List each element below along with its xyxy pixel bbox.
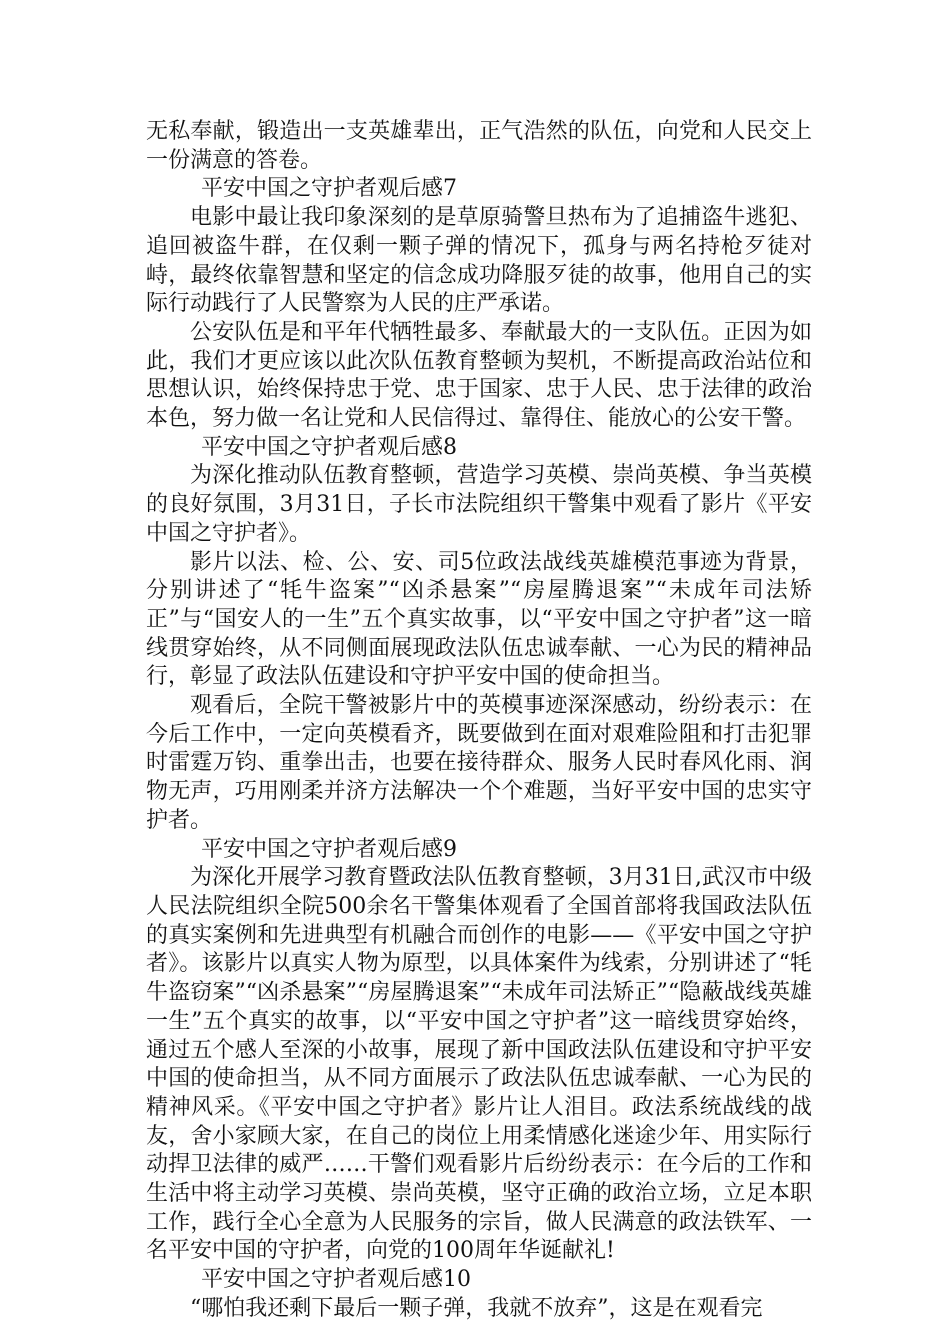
- paragraph: 公安队伍是和平年代牺牲最多、奉献最大的一支队伍。正因为如此，我们才更应该以此次队伍教育整顿为契机，不断提高政治站位和思想认识，始终保持忠于党、忠于国家、忠于人民、忠于法律的政治本色，努力做一名让党和人民信得过、靠得住、能放心的公安干警。: [146, 319, 812, 432]
- section-heading-7: 平安中国之守护者观后感7: [201, 176, 457, 202]
- section-heading-9: 平安中国之守护者观后感9: [201, 836, 457, 862]
- paragraph: 影片以法、检、公、安、司5位政法战线英雄模范事迹为背景，分别讲述了“牦牛盗案”“凶杀悬案”“房屋腾退案”“未成年司法矫正”与“国安人的一生”五个真实故事，以“平安中国之守护者”这一暗线贯穿始终，从不同侧面展现政法队伍忠诚奉献、一心为民的精神品行，彰显了政法队伍建设和守护平安中国的使命担当。: [146, 549, 812, 690]
- paragraph: 为深化推动队伍教育整顿，营造学习英模、崇尚英模、争当英模的良好氛围，3月31日，子长市法院组织干警集中观看了影片《平安中国之守护者》。: [146, 463, 812, 546]
- paragraph: “哪怕我还剩下最后一颗子弹，我就不放弃”，这是在观看完: [190, 1295, 763, 1321]
- paragraph-continuation: 无私奉献，锻造出一支英雄辈出，正气浩然的队伍，向党和人民交上一份满意的答卷。: [146, 119, 812, 173]
- section-heading-10: 平安中国之守护者观后感10: [201, 1267, 471, 1293]
- section-heading-8: 平安中国之守护者观后感8: [201, 434, 457, 460]
- paragraph: 为深化开展学习教育暨政法队伍教育整顿，3月31日,武汉市中级人民法院组织全院500余名干警集体观看了全国首部将我国政法队伍的真实案例和先进典型有机融合而创作的电影——《平安中国之守护者》。该影片以真实人物为原型，以具体案件为线索，分别讲述了“牦牛盗窃案”“凶杀悬案”“房屋腾退案”“未成年司法矫正”“隐蔽战线英雄一生”五个真实的故事，以“平安中国之守护者”这一暗线贯穿始终，通过五个感人至深的小故事，展现了新中国政法队伍建设和守护平安中国的使命担当，从不同方面展示了政法队伍忠诚奉献、一心为民的精神风采。《平安中国之守护者》影片让人泪目。政法系统战线的战友，舍小家顾大家，在自己的岗位上用柔情感化迷途少年、用实际行动捍卫法律的威严……干警们观看影片后纷纷表示：在今后的工作和生活中将主动学习英模、崇尚英模，坚守正确的政治立场，立足本职工作，践行全心全意为人民服务的宗旨，做人民满意的政法铁军、一名平安中国的守护者，向党的100周年华诞献礼!: [146, 865, 812, 1264]
- document-body: [146, 118, 812, 1324]
- paragraph: 观看后，全院干警被影片中的英模事迹深深感动，纷纷表示：在今后工作中，一定向英模看齐，既要做到在面对艰难险阻和打击犯罪时雷霆万钧、重拳出击，也要在接待群众、服务人民时春风化雨、润物无声，巧用刚柔并济方法解决一个个难题，当好平安中国的忠实守护者。: [146, 693, 812, 833]
- paragraph: 电影中最让我印象深刻的是草原骑警旦热布为了追捕盗牛逃犯、追回被盗牛群，在仅剩一颗子弹的情况下，孤身与两名持枪歹徒对峙，最终依靠智慧和坚定的信念成功降服歹徒的故事，他用自己的实际行动践行了人民警察为人民的庄严承诺。: [146, 205, 812, 317]
